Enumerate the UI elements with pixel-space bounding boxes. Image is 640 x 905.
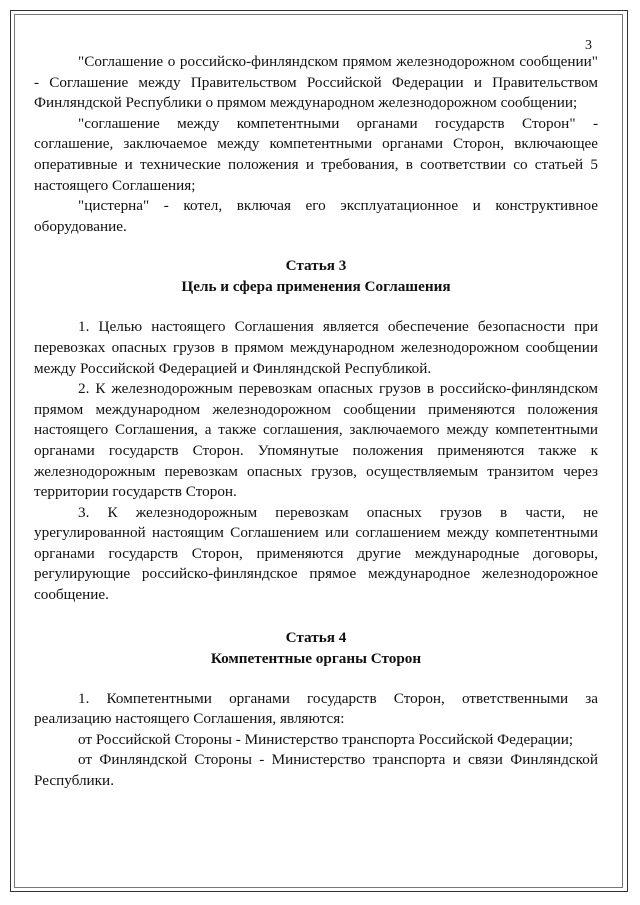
- definition-paragraph: "цистерна" - котел, включая его эксплуатационное и конструктивное оборудование.: [34, 197, 598, 235]
- article-3-number: Статья 3: [285, 257, 347, 275]
- article-4-paragraph: 1. Компетентными органами государств Сторон, ответственными за реализацию настоящего Соглашения, являются:: [34, 689, 598, 728]
- article-3-paragraph: 2. К железнодорожным перевозкам опасных грузов в российско-финляндском прямом международном железнодорожном сообщении применяются положения настоящего Соглашения, а также соглашения, заключаемого между компетентными органами государств Сторон. Упомянутые положения применяются также к железнодорожным перевозкам опасных грузов, осуществляемым транзитом через территории государств Сторон.: [34, 380, 598, 501]
- page-number: 3: [585, 38, 592, 53]
- document-body: [34, 52, 598, 792]
- article-4-number: Статья 4: [285, 628, 347, 646]
- article-4-paragraph: от Российской Стороны - Министерство транспорта Российской Федерации;: [78, 730, 574, 748]
- article-3-title: Цель и сфера применения Соглашения: [181, 278, 451, 296]
- article-4-paragraph: от Финляндской Стороны - Министерство транспорта и связи Финляндской Республики.: [34, 751, 598, 790]
- article-3-paragraph: 3. К железнодорожным перевозкам опасных грузов в части, не урегулированной настоящим Соглашением или соглашением между компетентными органами государств Сторон, применяются другие международные договоры, регулирующие российско-финляндское прямое международное железнодорожное сообщение.: [34, 503, 598, 604]
- definition-paragraph: "соглашение между компетентными органами государств Сторон" - соглашение, заключаемое между компетентными органами Сторон, включающее оперативные и технические положения и требования, в соответствии со статьей 5 настоящего Соглашения;: [34, 114, 598, 194]
- article-3-paragraph: 1. Целью настоящего Соглашения является обеспечение безопасности при перевозках опасных грузов в прямом международном железнодорожном сообщении между Российской Федерацией и Финляндской Республикой.: [34, 318, 598, 377]
- definition-paragraph: "Соглашение о российско-финляндском прямом железнодорожном сообщении" - Соглашение между Правительством Российской Федерации и Правительством Финляндской Республики о прямом международном железнодорожном сообщении;: [34, 53, 598, 112]
- article-4-title: Компетентные органы Сторон: [210, 649, 422, 667]
